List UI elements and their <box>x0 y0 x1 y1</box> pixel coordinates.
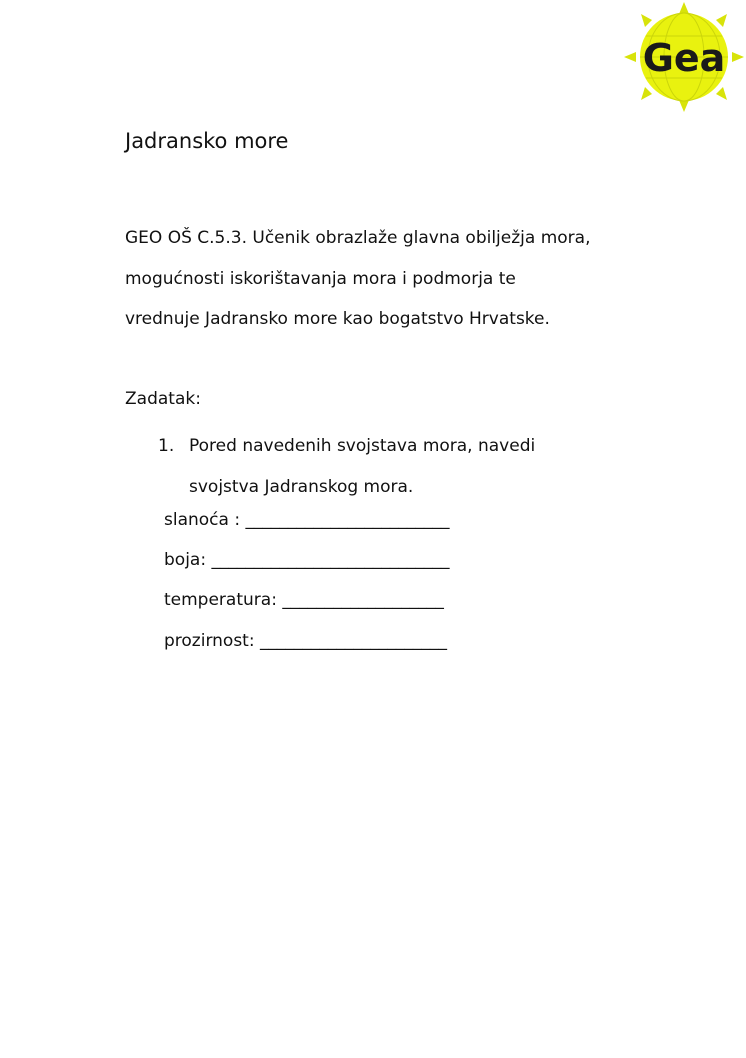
logo-text: Gea <box>642 36 726 80</box>
task-text-line: svojstva Jadranskog mora. <box>189 476 414 497</box>
task-label: Zadatak: <box>125 389 201 409</box>
fill-line-temperature: temperatura: ___________________ <box>164 590 444 610</box>
task-text <box>189 426 589 507</box>
task-number: 1. <box>158 436 175 456</box>
page-title: Jadransko more <box>125 129 289 153</box>
fill-line-salinity: slanoća : ________________________ <box>164 510 450 530</box>
outcome-line: GEO OŠ C.5.3. Učenik obrazlaže glavna obilježja mora, <box>125 228 591 248</box>
fill-line-color: boja: ____________________________ <box>164 550 450 570</box>
task-text-line: Pored navedenih svojstava mora, navedi <box>189 436 536 456</box>
gea-logo <box>622 0 746 114</box>
fill-line-transparency: prozirnost: ______________________ <box>164 631 447 651</box>
outcome-line: vrednuje Jadransko more kao bogatstvo Hrvatske. <box>125 309 550 329</box>
learning-outcome <box>125 218 645 340</box>
outcome-line: mogućnosti iskorištavanja mora i podmorja te <box>125 268 516 289</box>
